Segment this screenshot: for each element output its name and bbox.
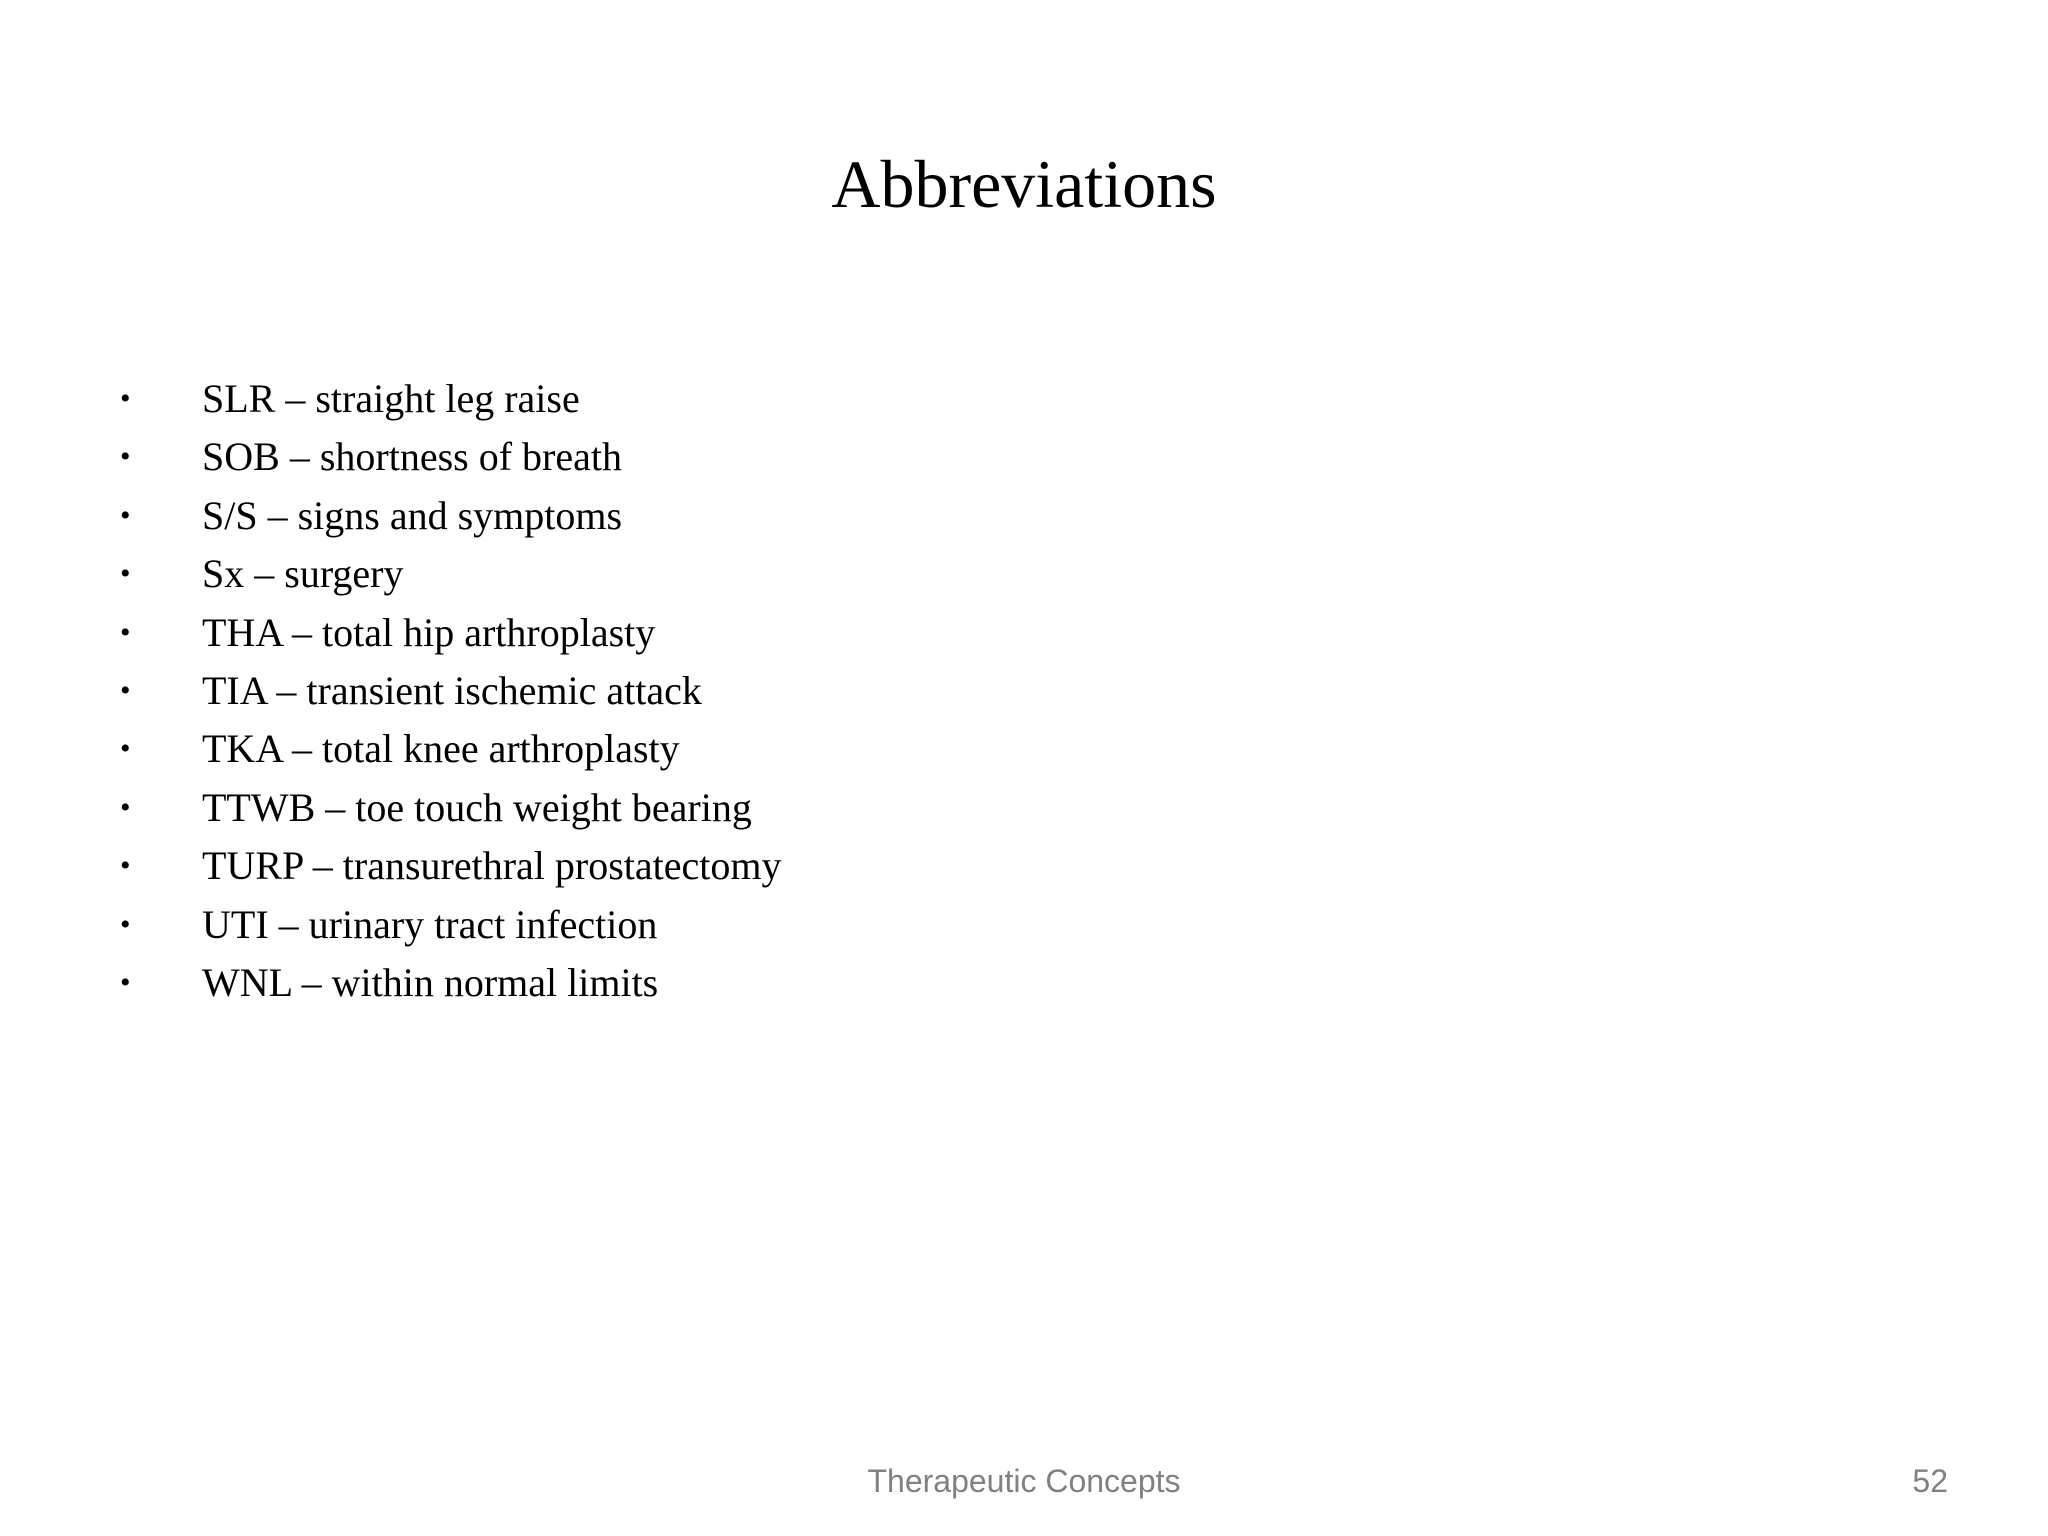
bullet-icon: • xyxy=(120,498,131,532)
list-item-text: Sx – surgery xyxy=(202,551,404,597)
bullet-icon: • xyxy=(120,440,131,474)
list-item-text: S/S – signs and symptoms xyxy=(202,492,623,538)
list-item xyxy=(120,720,782,778)
list-item xyxy=(120,779,782,837)
bullet-icon: • xyxy=(120,557,131,591)
list-item-text: TKA – total knee arthroplasty xyxy=(202,726,680,772)
bullet-icon: • xyxy=(120,965,131,999)
bullet-icon: • xyxy=(120,790,131,824)
list-item xyxy=(120,545,782,603)
bullet-icon: • xyxy=(120,732,131,766)
list-item-text: UTI – urinary tract infection xyxy=(202,901,658,947)
list-item-text: WNL – within normal limits xyxy=(202,959,659,1005)
list-item xyxy=(120,896,782,954)
page-number: 52 xyxy=(1912,1463,1948,1499)
bullet-icon: • xyxy=(120,615,131,649)
slide-title: Abbreviations xyxy=(831,146,1217,222)
list-item xyxy=(120,954,782,1012)
list-item-text: TURP – transurethral prostatectomy xyxy=(202,843,782,889)
list-item-text: SOB – shortness of breath xyxy=(202,434,622,480)
list-item xyxy=(120,604,782,662)
list-item xyxy=(120,428,782,486)
list-item-text: THA – total hip arthroplasty xyxy=(202,609,656,655)
list-item-text: SLR – straight leg raise xyxy=(202,376,580,421)
footer-text: Therapeutic Concepts xyxy=(867,1463,1181,1499)
abbreviation-list xyxy=(120,370,782,1012)
bullet-icon: • xyxy=(120,673,131,707)
list-item xyxy=(120,837,782,895)
bullet-icon: • xyxy=(120,849,131,883)
list-item xyxy=(120,662,782,720)
bullet-icon: • xyxy=(120,382,131,415)
list-item xyxy=(120,370,782,428)
list-item-text: TIA – transient ischemic attack xyxy=(202,667,702,713)
list-item-text: TTWB – toe touch weight bearing xyxy=(202,784,752,830)
bullet-icon: • xyxy=(120,907,131,941)
list-item xyxy=(120,487,782,545)
